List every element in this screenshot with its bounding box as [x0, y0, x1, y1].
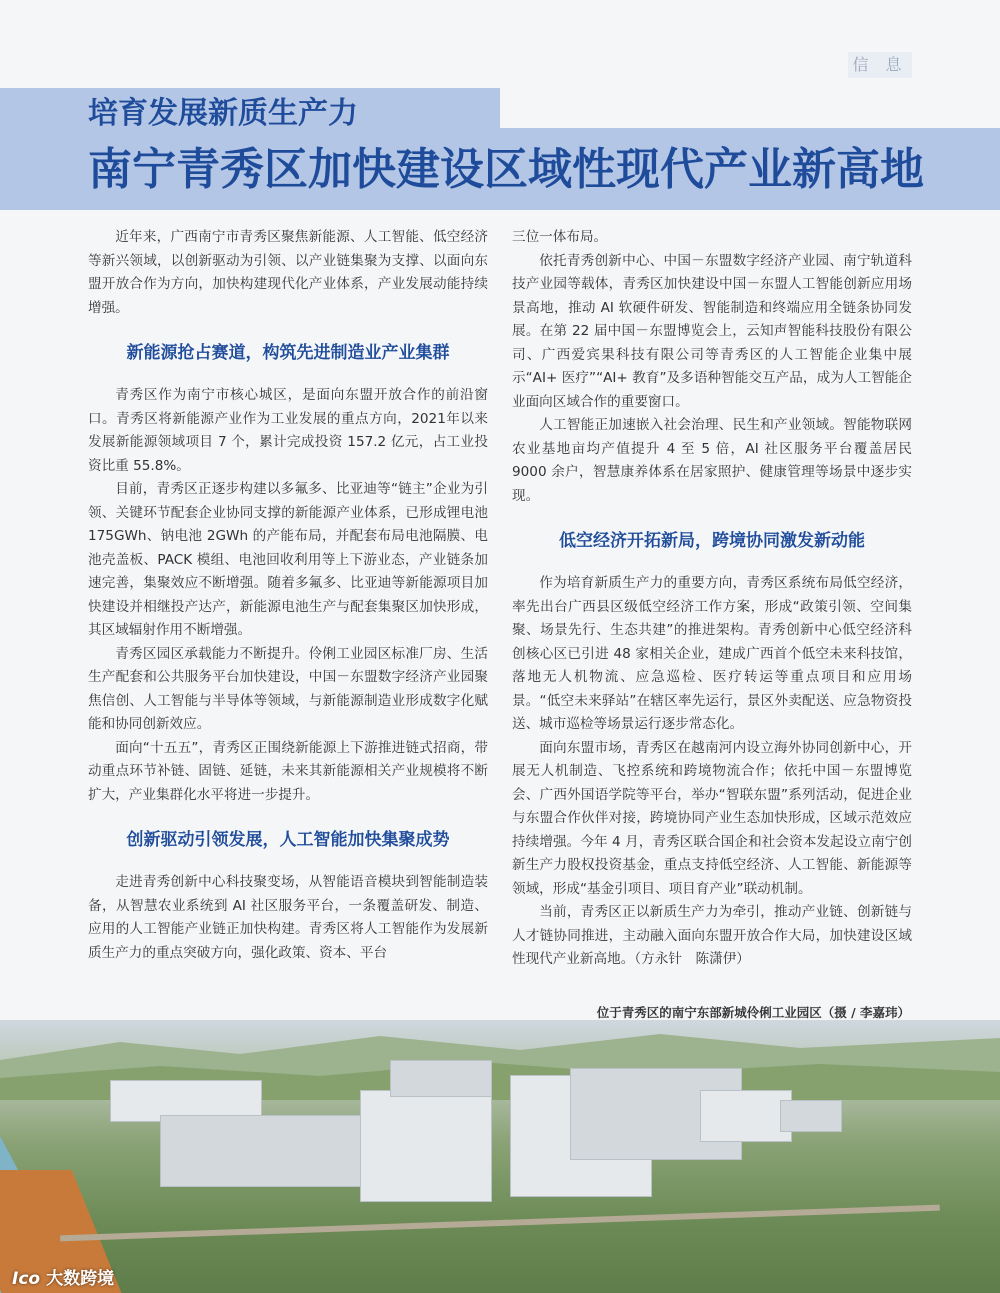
paragraph: 作为培育新质生产力的重要方向，青秀区系统布局低空经济，率先出台广西县区级低空经济工作方案，形成“政策引领、空间集聚、场景先行、生态共建”的推进架构。青秀创新中心低空经济科创核心区已引进 48 家相关企业，建成广西首个低空未来科技馆，落地无人机物流、应急巡检、医疗转运等重点项目和应用场景。“低空未来驿站”在辖区率先运行，景区外卖配送、应急物资投送、城市巡检等场景运行逐步常态化。 [512, 575, 912, 732]
paragraph: 目前，青秀区正逐步构建以多氟多、比亚迪等“链主”企业为引领、关键环节配套企业协同支撑的新能源产业体系，已形成锂电池 175GWh、钠电池 2GWh 的产能布局，并配套布局电池隔膜、电池壳盖板、PACK 模组、电池回收利用等上下游业态，产业链条加速完善，集聚效应不断增强。随着多氟多、比亚迪等新能源项目加快建设并相继投产达产，新能源电池生产与配套集聚区加快形成，其区域辐射作用不断增强。 [88, 481, 488, 638]
section-tag: 信 息 [848, 52, 912, 78]
paragraph: 青秀区园区承载能力不断提升。伶俐工业园区标准厂房、生活生产配套和公共服务平台加快建设，中国－东盟数字经济产业园聚焦信创、人工智能与半导体等领域，与新能源制造业形成数字化赋能和协同创新效应。 [88, 645, 488, 732]
factory-building [160, 1115, 382, 1187]
factory-building [360, 1090, 492, 1202]
paragraph: 面向东盟市场，青秀区在越南河内设立海外协同创新中心，开展无人机制造、飞控系统和跨境物流合作；依托中国－东盟博览会、广西外国语学院等平台，举办“智联东盟”系列活动，促进企业与东盟合作伙伴对接，跨境协同产业生态加快形成，区域示范效应持续增强。今年 4 月，青秀区联合国企和社会资本发起设立南宁创新生产力股权投资基金，重点支持低空经济、人工智能、新能源等领域，形成“基金引项目、项目育产业”联动机制。 [512, 739, 912, 897]
section-heading: 创新驱动引领发展，人工智能加快集聚成势 [126, 830, 450, 850]
paragraph: 青秀区作为南宁市核心城区，是面向东盟开放合作的前沿窗口。青秀区将新能源产业作为工业发展的重点方向，2021年以来发展新能源领域项目 7 个，累计完成投资 157.2 亿元，占工业投资比重 55.8%。 [88, 387, 488, 474]
paragraph: 依托青秀创新中心、中国－东盟数字经济产业园、南宁轨道科技产业园等载体，青秀区加快建设中国－东盟人工智能创新应用场景高地，推动 AI 软硬件研发、智能制造和终端应用全链条协同发展。在第 22 届中国－东盟博览会上，云知声智能科技股份有限公司、广西爱宾果科技有限公司等青秀区的人工智能企业集中展示“AI+ 医疗”“AI+ 教育”及多语种智能交互产品，成为人工智能企业面向区域合作的重要窗口。 [512, 252, 912, 410]
factory-building [700, 1090, 792, 1142]
paragraph: 当前，青秀区正以新质生产力为牵引，推动产业链、创新链与人才链协同推进，主动融入面向东盟开放合作大局，加快建设区域性现代产业新高地。（方永针 陈潇伊） [512, 904, 912, 967]
watermark-text: 大数跨境 [46, 1269, 115, 1289]
section-heading: 低空经济开拓新局，跨境协同激发新动能 [559, 531, 865, 551]
paragraph: 人工智能正加速嵌入社会治理、民生和产业领域。智能物联网农业基地亩均产值提升 4 至 5 倍，AI 社区服务平台覆盖居民 9000 余户，智慧康养体系在居家照护、健康管理等场景中逐步实现。 [512, 417, 912, 504]
paragraph: 面向“十五五”，青秀区正围绕新能源上下游推进链式招商，带动重点环节补链、固链、延链，未来其新能源相关产业规模将不断扩大，产业集群化水平将进一步提升。 [88, 739, 488, 803]
paragraph-continued: 三位一体布局。 [512, 229, 608, 245]
paragraph: 走进青秀创新中心科技聚变场，从智能语音模块到智能制造装备，从智慧农业系统到 AI 社区服务平台，一条覆盖研发、制造、应用的人工智能产业链正加快构建。青秀区将人工智能作为发展新质生产力的重点突破方向，强化政策、资本、平台 [88, 874, 488, 961]
watermark [12, 1264, 114, 1289]
photo-caption: 位于青秀区的南宁东部新城伶俐工业园区（摄 / 李嘉玮） [596, 1005, 910, 1020]
article-column-right [512, 226, 912, 972]
industrial-park-aerial-photo [0, 1020, 1000, 1293]
perimeter-road [60, 1205, 940, 1242]
headline: 南宁青秀区加快建设区域性现代产业新高地 [88, 144, 924, 195]
factory-building [390, 1060, 492, 1097]
paragraph: 近年来，广西南宁市青秀区聚焦新能源、人工智能、低空经济等新兴领域，以创新驱动为引领、以产业链集聚为支撑、以面向东盟开放合作为方向，加快构建现代化产业体系，产业发展动能持续增强。 [88, 229, 488, 316]
watermark-logo: Ico [12, 1269, 41, 1289]
factory-building [780, 1100, 842, 1132]
article-column-left [88, 226, 488, 965]
section-heading: 新能源抢占赛道，构筑先进制造业产业集群 [126, 343, 450, 363]
kicker-title: 培育发展新质生产力 [88, 96, 358, 131]
